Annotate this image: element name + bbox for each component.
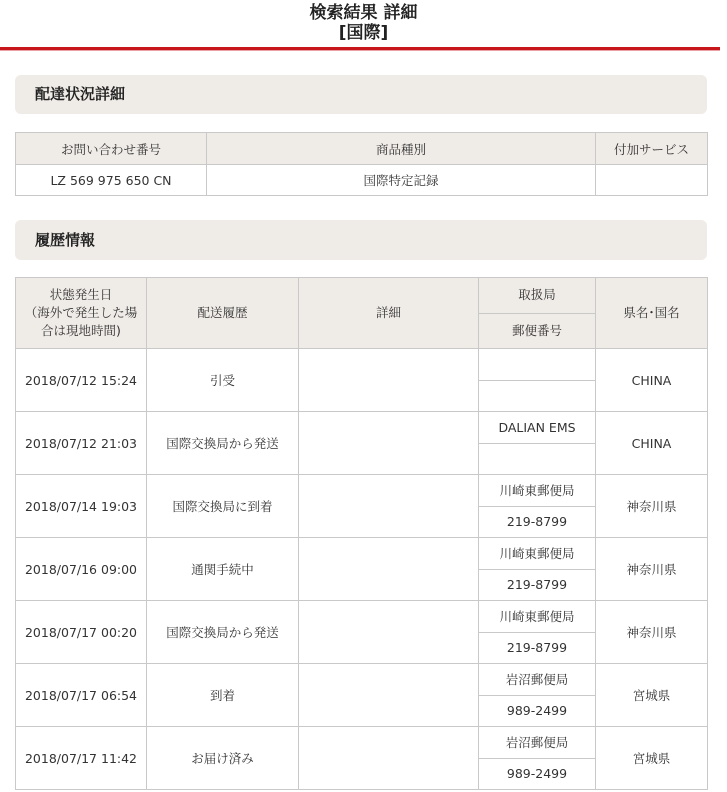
- row-detail: [299, 475, 479, 538]
- row-date: 2018/07/17 06:54: [16, 664, 147, 727]
- delivery-status-table: [15, 132, 708, 196]
- title-divider-shadow: [0, 50, 720, 51]
- row-postal: [479, 381, 595, 412]
- row-postal: 219-8799: [506, 577, 568, 593]
- row-date: 2018/07/12 15:24: [16, 349, 147, 412]
- row-history: 到着: [147, 664, 299, 727]
- col-region: 県名･国名: [596, 278, 708, 349]
- row-office: 岩沼郵便局: [479, 727, 595, 759]
- row-date: 2018/07/12 21:03: [16, 412, 147, 475]
- table-row: [16, 475, 708, 538]
- row-office-cell: [479, 349, 596, 412]
- table-row: [16, 538, 708, 601]
- row-office-cell: [479, 664, 596, 727]
- row-history: 国際交換局に到着: [147, 475, 299, 538]
- additional-service: [596, 165, 708, 196]
- row-postal: 219-8799: [506, 640, 568, 656]
- row-office: DALIAN EMS: [479, 412, 595, 444]
- row-office-cell: [479, 601, 596, 664]
- col-date-label: 状態発生日: [49, 287, 113, 302]
- product-type: 国際特定記録: [207, 165, 596, 196]
- row-region: 宮城県: [596, 664, 708, 727]
- row-office-cell: [479, 412, 596, 475]
- row-date: 2018/07/16 09:00: [16, 538, 147, 601]
- row-office-cell: [479, 538, 596, 601]
- table-row: [16, 165, 708, 196]
- page-title-sub: [国際]: [338, 23, 389, 43]
- col-additional-service: 付加サービス: [596, 133, 708, 165]
- row-detail: [299, 412, 479, 475]
- row-region: 神奈川県: [596, 475, 708, 538]
- row-region: 宮城県: [596, 727, 708, 790]
- col-postal: 郵便番号: [479, 313, 596, 349]
- row-office: 川崎東郵便局: [479, 475, 595, 507]
- row-history: 国際交換局から発送: [147, 412, 299, 475]
- table-header-row: [16, 133, 708, 165]
- row-date: 2018/07/14 19:03: [16, 475, 147, 538]
- delivery-status-heading: 配達状況詳細: [15, 75, 707, 114]
- row-date: 2018/07/17 11:42: [16, 727, 147, 790]
- row-detail: [299, 727, 479, 790]
- row-detail: [299, 601, 479, 664]
- page-title-main: 検索結果 詳細: [309, 3, 418, 23]
- row-region: 神奈川県: [596, 601, 708, 664]
- col-product-type: 商品種別: [207, 133, 596, 165]
- row-region: 神奈川県: [596, 538, 708, 601]
- history-heading: 履歴情報: [15, 220, 707, 260]
- col-office: 取扱局: [479, 278, 596, 314]
- row-detail: [299, 349, 479, 412]
- row-detail: [299, 538, 479, 601]
- col-date-note-2: 合は現地時間): [41, 323, 121, 338]
- col-tracking-number: お問い合わせ番号: [16, 133, 207, 165]
- table-row: [16, 349, 708, 412]
- row-region: CHINA: [596, 349, 708, 412]
- table-header-row: [16, 278, 708, 314]
- row-history: 通関手続中: [147, 538, 299, 601]
- row-postal: 219-8799: [506, 514, 568, 530]
- col-date-note-1: （海外で発生した場: [24, 305, 138, 320]
- row-office: 川崎東郵便局: [479, 538, 595, 570]
- table-row: [16, 664, 708, 727]
- row-history: 引受: [147, 349, 299, 412]
- page-title: [0, 0, 727, 50]
- row-office-cell: [479, 475, 596, 538]
- row-office: 岩沼郵便局: [479, 664, 595, 696]
- col-history: 配送履歴: [147, 278, 299, 349]
- table-row: [16, 601, 708, 664]
- table-row: [16, 727, 708, 790]
- row-history: お届け済み: [147, 727, 299, 790]
- row-postal: 989-2499: [506, 766, 568, 782]
- row-office-cell: [479, 727, 596, 790]
- table-row: [16, 412, 708, 475]
- row-region: CHINA: [596, 412, 708, 475]
- row-date: 2018/07/17 00:20: [16, 601, 147, 664]
- col-detail: 詳細: [299, 278, 479, 349]
- row-detail: [299, 664, 479, 727]
- col-date: [16, 278, 147, 349]
- row-office: 川崎東郵便局: [479, 601, 595, 633]
- history-table: [15, 277, 708, 790]
- row-office: [479, 349, 595, 381]
- tracking-number: LZ 569 975 650 CN: [16, 165, 207, 196]
- row-postal: 989-2499: [506, 703, 568, 719]
- row-postal: [479, 444, 595, 475]
- row-history: 国際交換局から発送: [147, 601, 299, 664]
